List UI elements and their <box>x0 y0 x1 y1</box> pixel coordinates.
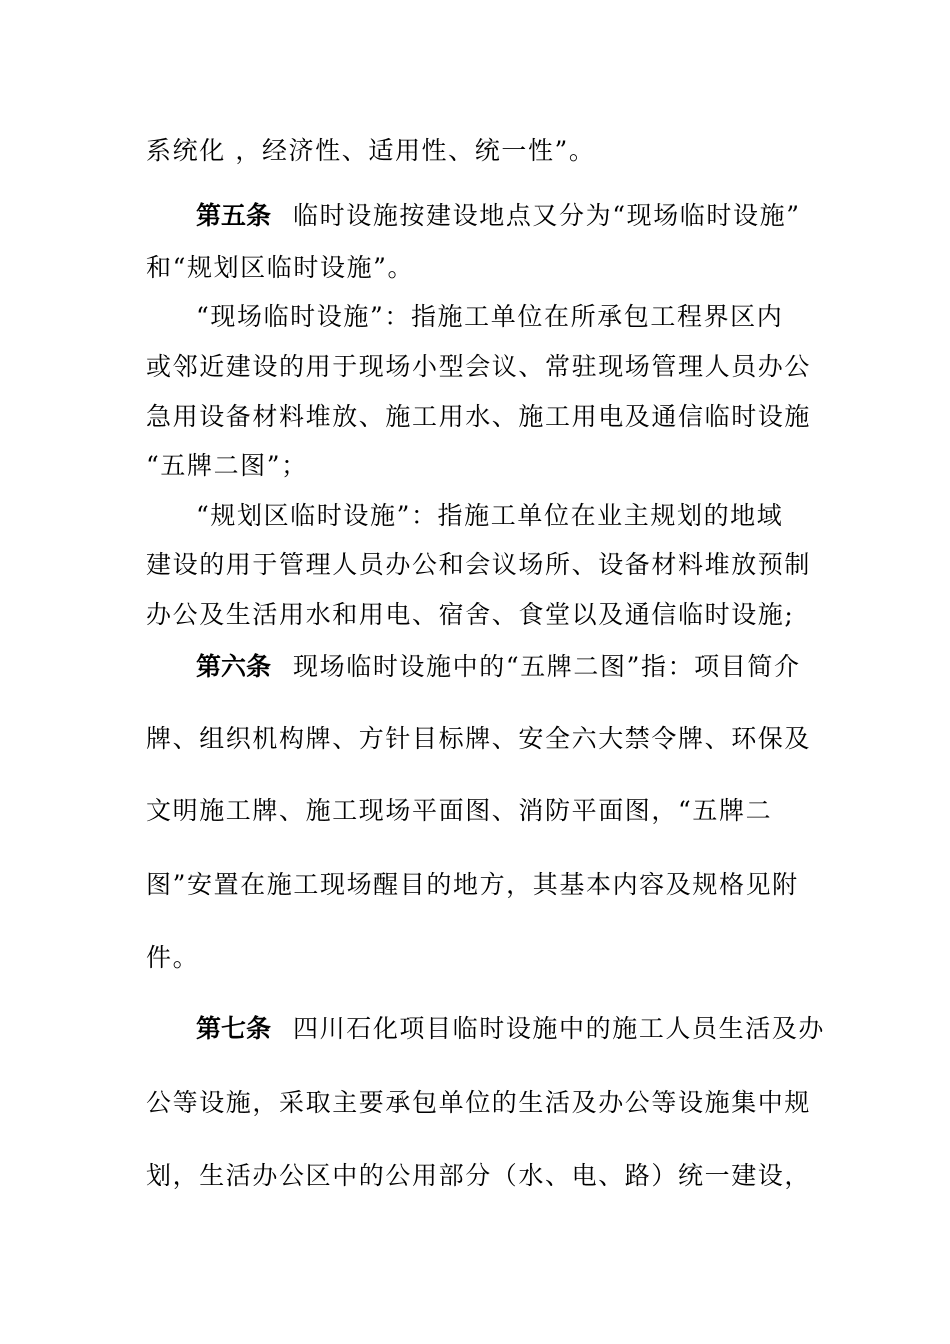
paragraph-line: 件。 <box>146 943 200 972</box>
paragraph-line: 建设的用于管理人员办公和会议场所、设备材料堆放预制 <box>146 550 812 579</box>
article-five-line <box>196 196 806 236</box>
paragraph-line: 或邻近建设的用于现场小型会议、常驻现场管理人员办公 <box>146 352 812 381</box>
paragraph-text: 现场临时设施中的“五牌二图”指：项目简介 <box>293 652 801 681</box>
paragraph-text: 临时设施按建设地点又分为“现场临时设施” <box>293 201 801 230</box>
article-five-label: 第五条 <box>196 201 272 230</box>
paragraph-line: 划，生活办公区中的公用部分（水、电、路）统一建设， <box>146 1161 812 1190</box>
paragraph-line: 牌、组织机构牌、方针目标牌、安全六大禁令牌、环保及 <box>146 724 812 753</box>
article-six-label: 第六条 <box>196 652 272 681</box>
article-seven-line <box>196 1009 826 1049</box>
paragraph-line: 和“规划区临时设施”。 <box>146 253 415 282</box>
paragraph-line: 图”安置在施工现场醒目的地方，其基本内容及规格见附 <box>146 870 799 899</box>
paragraph-line: 办公及生活用水和用电、宿舍、食堂以及通信临时设施; <box>146 600 795 629</box>
paragraph-line: “规划区临时设施”：指施工单位在业主规划的地域 <box>196 501 784 530</box>
paragraph-text: 四川石化项目临时设施中的施工人员生活及办 <box>293 1014 826 1043</box>
article-seven-label: 第七条 <box>196 1014 272 1043</box>
paragraph-line: “现场临时设施”：指施工单位在所承包工程界区内 <box>196 302 784 331</box>
paragraph-line: 文明施工牌、施工现场平面图、消防平面图，“五牌二 <box>146 796 773 825</box>
paragraph-line: “五牌二图”； <box>146 451 308 480</box>
paragraph-line: 公等设施，采取主要承包单位的生活及办公等设施集中规 <box>146 1088 812 1117</box>
paragraph-line: 急用设备材料堆放、施工用水、施工用电及通信临时设施 <box>146 402 812 431</box>
paragraph-line: 系统化 ，经济性、适用性、统一性”。 <box>146 136 596 165</box>
article-six-line <box>196 647 806 687</box>
